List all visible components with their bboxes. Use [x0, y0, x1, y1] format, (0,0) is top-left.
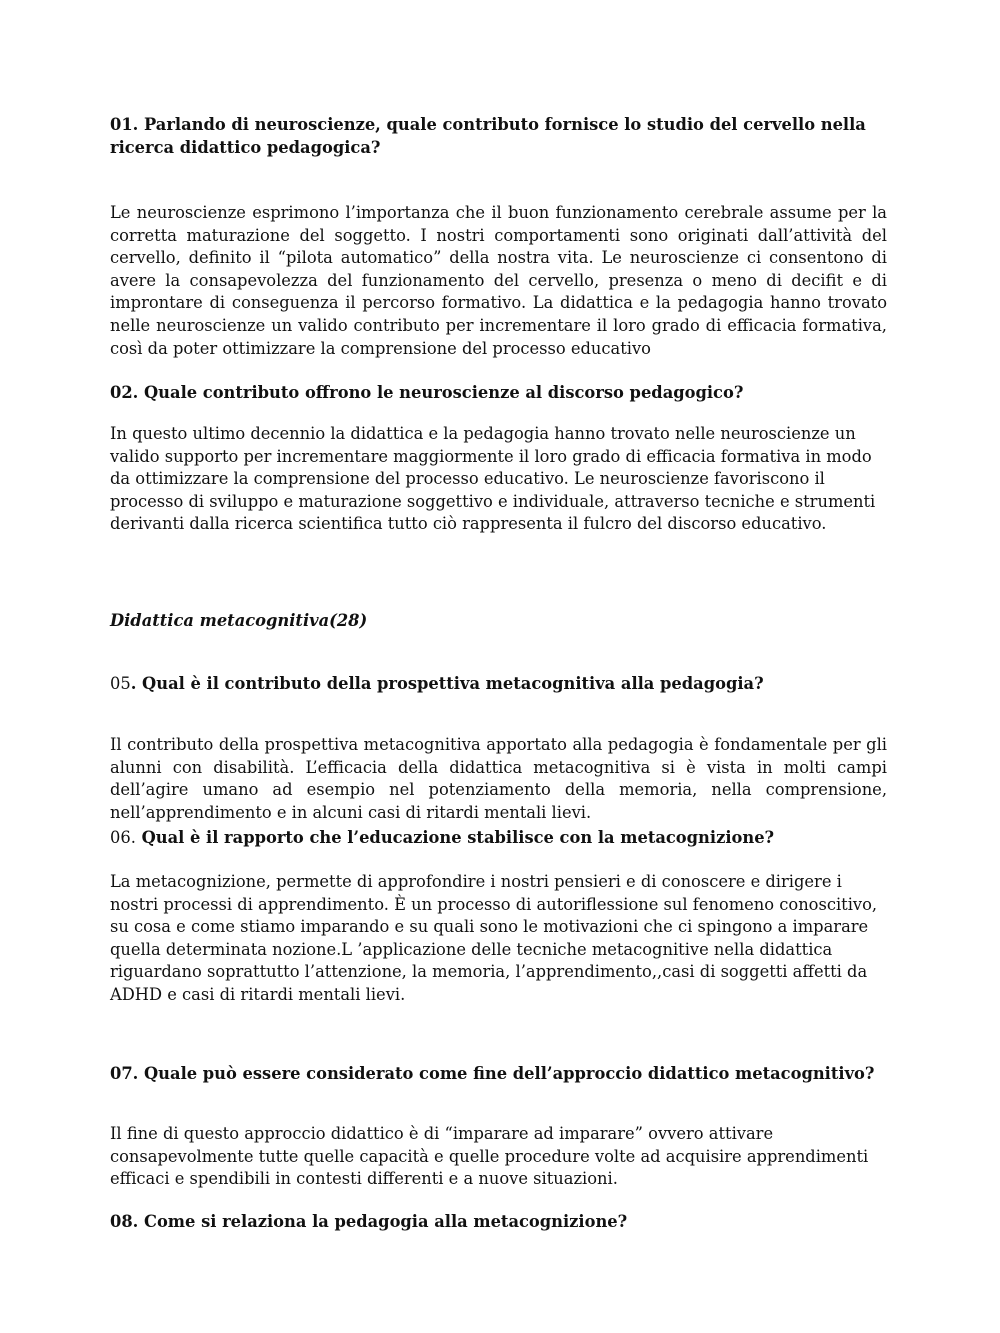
answer-line: La metacognizione, permette di approfondire i nostri pensieri e di conoscere e dirigere i — [110, 872, 842, 891]
question-06-number: 06. — [110, 828, 136, 847]
question-05-title — [110, 672, 887, 695]
question-05-title-text: . Qual è il contributo della prospettiva metacognitiva alla pedagogia? — [130, 674, 764, 693]
answer-line: efficaci e spendibili in contesti differenti e a nuove situazioni. — [110, 1169, 618, 1189]
question-01-answer: Le neuroscienze esprimono l’importanza che il buon funzionamento cerebrale assume per la corretta maturazione del soggetto. I nostri comportamenti sono originati dall’attività del cervello, definito il “pilota automatico” della nostra vita. Le neuroscienze ci consentono di avere la consapevolezza del funzionamento del cervello, presenza o meno di decifit e di improntare di conseguenza il percorso formativo. La didattica e la pedagogia hanno trovato nelle neuroscienze un valido contributo per incrementare il loro grado di efficacia formativa, così da poter ottimizzare la comprensione del processo educativo — [110, 203, 887, 358]
question-01-title: 01. Parlando di neuroscienze, quale contributo fornisce lo studio del cervello nella ricerca didattico pedagogica? — [110, 115, 866, 157]
question-08-title: 08. Come si relaziona la pedagogia alla metacognizione? — [110, 1212, 628, 1231]
answer-line: riguardano soprattutto l’attenzione, la memoria, l’apprendimento,,casi di soggetti affetti da — [110, 962, 868, 982]
question-02-title: 02. Quale contributo offrono le neuroscienze al discorso pedagogico? — [110, 383, 744, 402]
answer-line: nostri processi di apprendimento. È un processo di autoriflessione sul fenomeno conoscitivo, — [110, 894, 878, 914]
question-05-answer: Il contributo della prospettiva metacognitiva apportato alla pedagogia è fondamentale per gli alunni con disabilità. L’efficacia della didattica metacognitiva si è vista in molti campi dell’agire umano ad esempio nel potenziamento della memoria, nella comprensione, nell’apprendimento e in alcuni casi di ritardi mentali lievi. — [110, 735, 887, 822]
question-06-answer — [110, 871, 887, 1007]
question-05-number: 05 — [110, 674, 131, 693]
question-07-title: 07. Quale può essere considerato come fine dell’approccio didattico metacognitivo? — [110, 1064, 875, 1083]
answer-line: su cosa e come stiamo imparando e su quali sono le motivazioni che ci spingono a imparare — [110, 917, 869, 937]
answer-line: ADHD e casi di ritardi mentali lievi. — [110, 984, 406, 1004]
answer-line: quella determinata nozione.L ’applicazione delle tecniche metacognitive nella didattica — [110, 939, 833, 959]
question-02-answer: In questo ultimo decennio la didattica e la pedagogia hanno trovato nelle neuroscienze un valido supporto per incrementare maggiormente il loro grado di efficacia formativa in modo da ottimizzare la comprensione del processo educativo. Le neuroscienze favoriscono il processo di sviluppo e maturazione soggettivo e individuale, attraverso tecniche e strumenti derivanti dalla ricerca scientifica tutto ciò rappresenta il fulcro del discorso educativo. — [110, 424, 876, 534]
question-06-title — [110, 826, 887, 849]
answer-line: Il fine di questo approccio didattico è di “imparare ad imparare” ovvero attivare — [110, 1124, 774, 1143]
question-06-title-text: Qual è il rapporto che l’educazione stabilisce con la metacognizione? — [135, 828, 775, 847]
section-heading: Didattica metacognitiva(28) — [110, 611, 368, 630]
question-07-answer — [110, 1123, 887, 1191]
answer-line: consapevolmente tutte quelle capacità e quelle procedure volte ad acquisire apprendimenti — [110, 1146, 869, 1166]
